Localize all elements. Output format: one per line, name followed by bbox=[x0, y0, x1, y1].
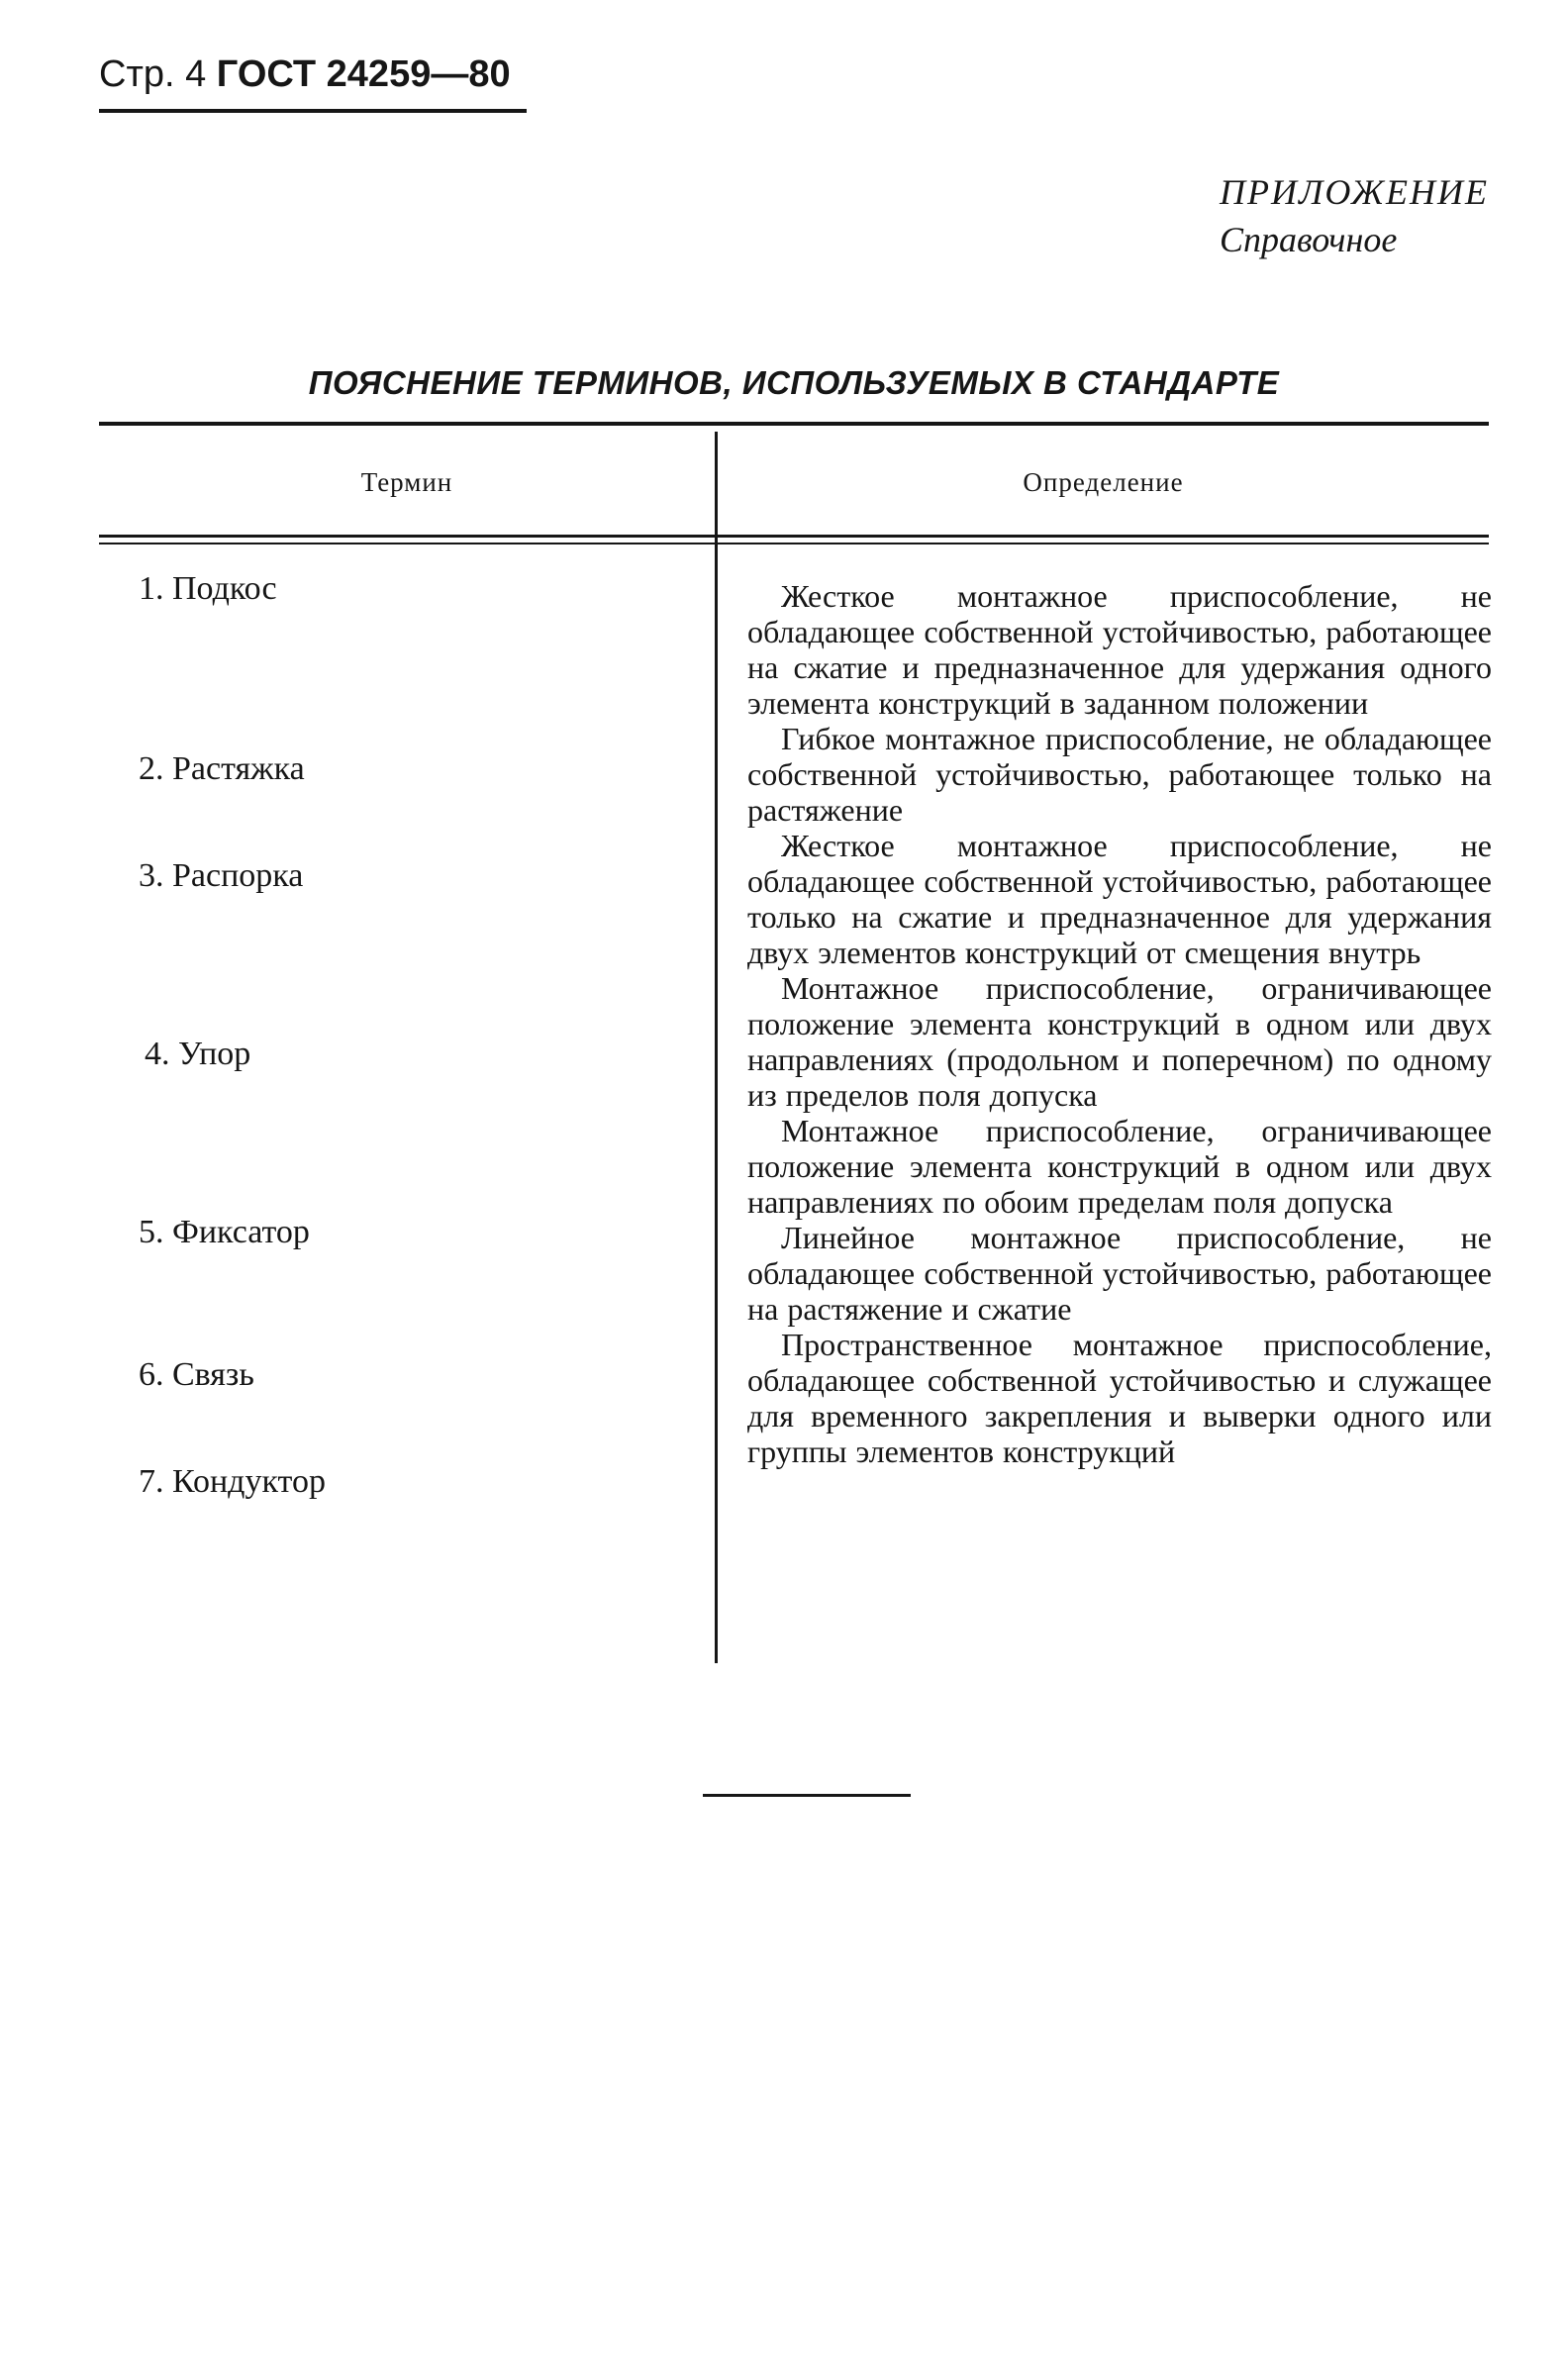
term-2: 2. Растяжка bbox=[139, 750, 305, 787]
term-6: 6. Связь bbox=[139, 1356, 254, 1393]
term-4: 4. Упор bbox=[145, 1036, 251, 1072]
appendix-subtitle: Справочное bbox=[1220, 220, 1398, 259]
definitions-column bbox=[747, 578, 1492, 1469]
document-title: ПОЯСНЕНИЕ ТЕРМИНОВ, ИСПОЛЬЗУЕМЫХ В СТАНДАРТЕ bbox=[308, 364, 1280, 401]
definition-3: Жесткое монтажное приспособление, не обладающее собственной устойчивостью, работающее только на сжатие и предназначенное для удержания двух элементов конструкций от смещения внутрь bbox=[747, 828, 1492, 970]
header-rule-upper bbox=[99, 535, 1489, 538]
term-3: 3. Распорка bbox=[139, 857, 304, 894]
definition-6: Линейное монтажное приспособление, не обладающее собственной устойчивостью, работающее на растяжение и сжатие bbox=[747, 1220, 1492, 1327]
definition-2: Гибкое монтажное приспособление, не обладающее собственной устойчивостью, работающее только на растяжение bbox=[747, 721, 1492, 828]
term-5: 5. Фиксатор bbox=[139, 1214, 310, 1250]
term-7: 7. Кондуктор bbox=[139, 1463, 326, 1500]
page-number: Стр. 4 bbox=[99, 53, 207, 95]
standard-number: ГОСТ 24259—80 bbox=[216, 53, 511, 95]
definition-7: Пространственное монтажное приспособление, обладающее собственной устойчивостью и служащее для временного закрепления и выверки одного или группы элементов конструкций bbox=[747, 1327, 1492, 1469]
definition-4: Монтажное приспособление, ограничивающее положение элемента конструкций в одном или двух направлениях (продольном и поперечном) по одному из пределов поля допуска bbox=[747, 970, 1492, 1113]
definition-5: Монтажное приспособление, ограничивающее положение элемента конструкций в одном или двух направлениях по обоим пределам поля допуска bbox=[747, 1113, 1492, 1220]
table-column-divider bbox=[715, 432, 718, 1663]
definition-1: Жесткое монтажное приспособление, не обладающее собственной устойчивостью, работающее на сжатие и предназначенное для удержания одного элемента конструкций в заданном положении bbox=[747, 578, 1492, 721]
term-1: 1. Подкос bbox=[139, 570, 277, 607]
appendix-title: ПРИЛОЖЕНИЕ bbox=[1220, 172, 1489, 212]
page-header bbox=[99, 53, 511, 96]
table-top-rule bbox=[99, 422, 1489, 426]
column-header-term: Термин bbox=[360, 467, 453, 497]
header-rule-lower bbox=[99, 543, 1489, 544]
column-header-definition: Определение bbox=[1023, 467, 1184, 497]
end-of-document-rule bbox=[703, 1794, 911, 1797]
header-underline bbox=[99, 109, 527, 113]
appendix-label bbox=[1220, 168, 1489, 263]
